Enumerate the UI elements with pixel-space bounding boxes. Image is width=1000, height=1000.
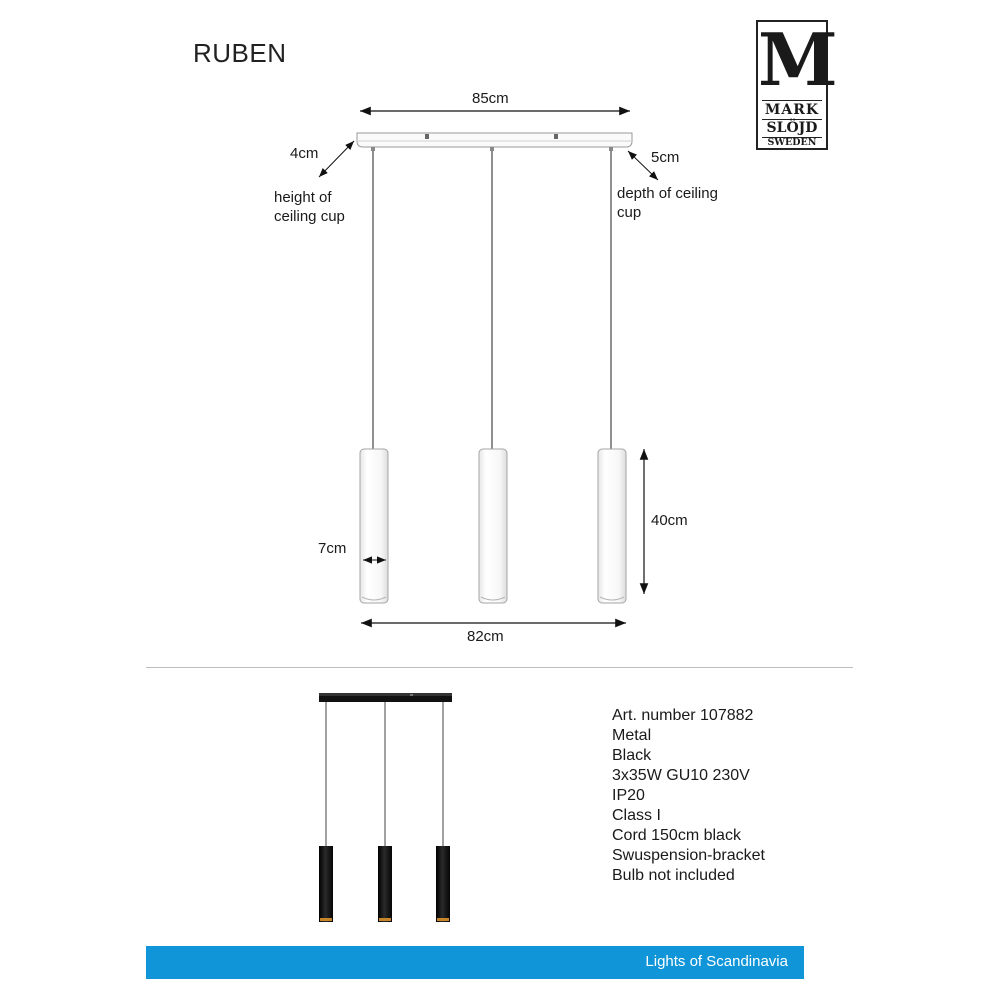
shade [479,449,507,603]
product-title: RUBEN [193,38,287,68]
width-top-label: 85cm [472,90,509,107]
footer-bar [146,946,804,979]
logo-line-mark: MARK [764,102,820,118]
ceiling-cup [357,133,632,151]
spec-item: 3x35W GU10 230V [612,767,750,784]
cup-depth-note: depth of ceiling cup [617,185,718,221]
spec-item: Class I [612,807,661,824]
spec-item: Bulb not included [612,867,735,884]
shade-height-label: 40cm [651,512,688,529]
spec-list [612,706,765,886]
spec-item: Metal [612,727,652,744]
width-bottom-label: 82cm [467,628,504,645]
logo-line-sweden: SWEDEN [767,137,817,148]
logo-letter: M [758,17,838,102]
product-photo [319,693,452,922]
cup-depth-value: 5cm [651,149,680,166]
spec-item: IP20 [612,787,645,804]
spec-item: Art. number 107882 [612,707,754,724]
section-divider [146,667,853,668]
cup-height-note: height of ceiling cup [274,189,345,225]
shade-diameter-label: 7cm [318,540,347,557]
spec-item: Black [612,747,652,764]
cup-height-arrow [319,141,354,177]
spec-item: Swuspension-bracket [612,847,765,864]
cup-height-value: 4cm [290,145,319,162]
footer-text: Lights of Scandinavia [645,953,788,970]
logo-line-slojd: SLÖJD [766,120,818,136]
spec-item: Cord 150cm black [612,827,741,844]
shade [598,449,626,603]
shade [360,449,388,603]
